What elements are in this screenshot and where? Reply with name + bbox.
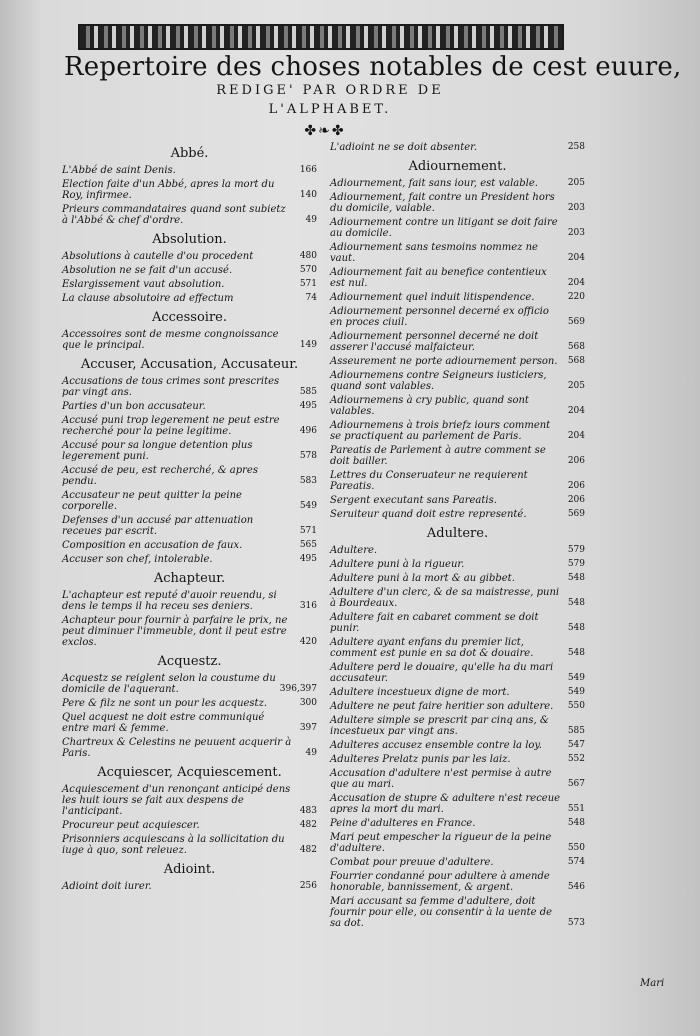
entry-text: Acquestz se reiglent selon la coustume du domicile de l'aquerant.: [62, 673, 276, 695]
entry-text: Adulteres accusez ensemble contre la loy.: [330, 740, 542, 751]
index-entry: [330, 587, 585, 609]
entry-text: Accusé puni trop legerement ne peut estre recherché pour la peine legitime.: [62, 415, 280, 437]
entry-page-number: 205: [567, 381, 585, 391]
entry-page-number: 546: [567, 882, 585, 892]
entry-text: Adultere simple se prescrit par cinq ans, & incestueux par vingt ans.: [330, 715, 549, 737]
entry-page-number: 550: [567, 701, 585, 711]
index-entry: [62, 673, 317, 695]
index-entry: [62, 540, 317, 551]
index-entry: [62, 204, 317, 226]
entry-text: La clause absolutoire ad effectum: [62, 293, 234, 304]
entry-page-number: 49: [305, 748, 317, 758]
index-entry: [330, 818, 585, 829]
entry-page-number: 548: [567, 573, 585, 583]
entry-text: Accusation de stupre & adultere n'est receue apres la mort du mari.: [330, 793, 561, 815]
entry-text: Adiournement contre un litigant se doit faire au domicile.: [330, 217, 558, 239]
entry-page-number: 149: [299, 340, 317, 350]
index-entry: [330, 740, 585, 751]
section-heading: Acquestz.: [157, 654, 222, 669]
entry-page-number: 549: [299, 501, 317, 511]
index-entry: [62, 554, 317, 565]
entry-page-number: 206: [567, 481, 585, 491]
entry-text: Asseurement ne porte adiournement person.: [330, 356, 558, 367]
entry-text: Accusé pour sa longue detention plus legerement puni.: [62, 440, 253, 462]
index-entry: [330, 370, 585, 392]
index-entry: [62, 615, 317, 648]
entry-page-number: 551: [567, 804, 585, 814]
entry-page-number: 258: [567, 142, 585, 152]
entry-text: Adultere.: [330, 545, 378, 556]
entry-text: Composition en accusation de faux.: [62, 540, 243, 551]
entry-text: Lettres du Conseruateur ne requierent Pareatis.: [330, 470, 528, 492]
entry-page-number: 140: [299, 190, 317, 200]
entry-text: Adulteres Prelatz punis par les laiz.: [330, 754, 511, 765]
index-entry: [330, 509, 585, 520]
index-entry: [62, 712, 317, 734]
page-subtitle-line1: REDIGE' PAR ORDRE DE: [216, 83, 444, 98]
entry-page-number: 256: [299, 881, 317, 891]
entry-text: Accusé de peu, est recherché, & apres pendu.: [62, 465, 258, 487]
section-heading: Achapteur.: [153, 571, 226, 586]
index-entry: [330, 306, 585, 328]
entry-page-number: 565: [299, 540, 317, 550]
index-entry: [330, 445, 585, 467]
entry-text: Combat pour preuue d'adultere.: [330, 857, 494, 868]
entry-page-number: 579: [567, 559, 585, 569]
ornamental-headband: [78, 24, 564, 50]
entry-page-number: 571: [299, 526, 317, 536]
section-heading: Accuser, Accusation, Accusateur.: [80, 357, 299, 372]
entry-page-number: 567: [567, 779, 585, 789]
entry-page-number: 49: [305, 215, 317, 225]
section-heading: Adioint.: [163, 862, 216, 877]
entry-page-number: 205: [567, 178, 585, 188]
index-entry: [62, 737, 317, 759]
index-entry: [62, 820, 317, 831]
index-entry: [330, 420, 585, 442]
index-entry: [330, 356, 585, 367]
entry-text: Election faite d'un Abbé, apres la mort du Roy, infirmee.: [62, 179, 275, 201]
entry-page-number: 203: [567, 228, 585, 238]
index-entry: [62, 784, 317, 817]
right-column: [330, 140, 585, 932]
entry-page-number: 578: [299, 451, 317, 461]
entry-page-number: 204: [567, 406, 585, 416]
entry-page-number: 549: [567, 673, 585, 683]
entry-text: Defenses d'un accusé par attenuation receues par escrit.: [62, 515, 254, 537]
entry-text: Adiournement, fait contre un President hors du domicile, valable.: [330, 192, 555, 214]
entry-text: Seruiteur quand doit estre representé.: [330, 509, 527, 520]
index-entry: [330, 470, 585, 492]
entry-text: Mari peut empescher la rigueur de la peine d'adultere.: [330, 832, 552, 854]
index-entry: [62, 415, 317, 437]
entry-text: Adiournement quel induit litispendence.: [330, 292, 535, 303]
index-entry: [330, 559, 585, 570]
entry-text: Absolution ne se fait d'un accusé.: [62, 265, 233, 276]
index-entry: [330, 395, 585, 417]
left-column: [62, 140, 317, 895]
entry-page-number: 549: [567, 687, 585, 697]
entry-text: Adiournemens à cry public, quand sont valables.: [330, 395, 529, 417]
entry-page-number: 74: [305, 293, 317, 303]
entry-page-number: 579: [567, 545, 585, 555]
index-entry: [62, 279, 317, 290]
entry-page-number: 206: [567, 495, 585, 505]
index-entry: [330, 267, 585, 289]
entry-text: Accusation d'adultere n'est permise à autre que au mari.: [330, 768, 552, 790]
index-entry: [62, 590, 317, 612]
section-heading: Adultere.: [426, 526, 489, 541]
entry-page-number: 203: [567, 203, 585, 213]
entry-text: Adultere puni à la mort & au gibbet.: [330, 573, 515, 584]
index-entry: [330, 637, 585, 659]
entry-text: Pere & filz ne sont un pour les acquestz.: [62, 698, 268, 709]
index-entry: [62, 401, 317, 412]
index-entry: [62, 490, 317, 512]
entry-text: Accessoires sont de mesme congnoissance que le principal.: [62, 329, 279, 351]
entry-text: Adiournement sans tesmoins nommez ne vaut.: [330, 242, 538, 264]
page-subtitle-line2: L'ALPHABET.: [268, 102, 392, 117]
entry-page-number: 548: [567, 623, 585, 633]
entry-text: Adiournement fait au benefice contentieux est nul.: [330, 267, 547, 289]
index-entry: [62, 698, 317, 709]
entry-page-number: 552: [567, 754, 585, 764]
entry-text: Acquiescement d'un renonçant anticipé dens les huit iours se fait aux despens de l'anticipant.: [62, 784, 291, 817]
index-entry: [62, 165, 317, 176]
index-entry: [330, 217, 585, 239]
entry-page-number: 204: [567, 431, 585, 441]
index-entry: [62, 465, 317, 487]
index-entry: [62, 376, 317, 398]
index-entry: [62, 265, 317, 276]
section-heading: Absolution.: [152, 232, 227, 247]
entry-text: Pareatis de Parlement à autre comment se doit bailler.: [330, 445, 546, 467]
index-entry: [330, 793, 585, 815]
index-entry: [62, 251, 317, 262]
entry-page-number: 548: [567, 598, 585, 608]
entry-text: Achapteur pour fournir à parfaire le prix, ne peut diminuer l'immeuble, dont il peut estre exclos.: [62, 615, 288, 648]
index-entry: [330, 662, 585, 684]
entry-text: Adultere d'un clerc, & de sa maistresse, puni à Bourdeaux.: [330, 587, 560, 609]
entry-page-number: 166: [299, 165, 317, 175]
entry-page-number: 568: [567, 356, 585, 366]
index-entry: [62, 440, 317, 462]
entry-text: Sergent executant sans Pareatis.: [330, 495, 497, 506]
entry-page-number: 548: [567, 648, 585, 658]
index-entry: [330, 242, 585, 264]
index-entry: [62, 834, 317, 856]
entry-text: Procureur peut acquiescer.: [62, 820, 200, 831]
entry-text: Accusations de tous crimes sont prescrites par vingt ans.: [62, 376, 280, 398]
entry-text: Adultere incestueux digne de mort.: [330, 687, 510, 698]
entry-text: Adiournemens contre Seigneurs iusticiers, quand sont valables.: [330, 370, 547, 392]
index-entry: [330, 331, 585, 353]
index-entry: [62, 293, 317, 304]
entry-page-number: 420: [299, 637, 317, 647]
index-entry: [330, 178, 585, 189]
page-title: Repertoire des choses notables de cest euure,: [64, 52, 682, 82]
index-entry: [330, 687, 585, 698]
entry-text: Adultere perd le douaire, qu'elle ha du mari accusateur.: [330, 662, 554, 684]
entry-page-number: 316: [299, 601, 317, 611]
entry-page-number: 204: [567, 253, 585, 263]
entry-page-number: 397: [299, 723, 317, 733]
index-entry: [330, 545, 585, 556]
entry-page-number: 571: [299, 279, 317, 289]
entry-text: Adiournement personnel decerné ne doit asserer l'accusé malfaicteur.: [330, 331, 539, 353]
entry-page-number: 569: [567, 317, 585, 327]
entry-text: Adiournement personnel decerné ex officio en proces ciuil.: [330, 306, 549, 328]
index-entry: [330, 857, 585, 868]
entry-text: Fourrier condanné pour adultere à amende honorable, bannissement, & argent.: [330, 871, 550, 893]
entry-text: Accuser son chef, intolerable.: [62, 554, 213, 565]
entry-page-number: 585: [567, 726, 585, 736]
entry-text: Adultere ayant enfans du premier lict, comment est punie en sa dot & douaire.: [330, 637, 534, 659]
entry-text: Chartreux & Celestins ne peuuent acquerir à Paris.: [62, 737, 292, 759]
entry-text: Adultere fait en cabaret comment se doit punir.: [330, 612, 539, 634]
entry-page-number: 547: [567, 740, 585, 750]
entry-page-number: 483: [299, 806, 317, 816]
index-entry: [330, 871, 585, 893]
entry-text: Eslargissement vaut absolution.: [62, 279, 225, 290]
index-entry: [330, 573, 585, 584]
entry-text: Adultere puni à la rigueur.: [330, 559, 465, 570]
index-entry: [330, 754, 585, 765]
index-entry: [330, 142, 585, 153]
entry-page-number: 482: [299, 845, 317, 855]
index-entry: [62, 179, 317, 201]
entry-page-number: 583: [299, 476, 317, 486]
index-entry: [330, 715, 585, 737]
entry-text: L'achapteur est reputé d'auoir reuendu, si dens le temps il ha receu ses deniers.: [62, 590, 277, 612]
catchword: Mari: [640, 978, 665, 989]
index-entry: [62, 329, 317, 351]
section-heading: Acquiescer, Acquiescement.: [97, 765, 282, 780]
entry-page-number: 568: [567, 342, 585, 352]
entry-page-number: 480: [299, 251, 317, 261]
entry-text: Parties d'un bon accusateur.: [62, 401, 206, 412]
index-entry: [330, 192, 585, 214]
entry-page-number: 204: [567, 278, 585, 288]
entry-text: Adiournement, fait sans iour, est valable.: [330, 178, 538, 189]
entry-page-number: 548: [567, 818, 585, 828]
index-entry: [330, 292, 585, 303]
entry-text: Prieurs commandataires quand sont subietz à l'Abbé & chef d'ordre.: [62, 204, 286, 226]
index-entry: [330, 896, 585, 929]
entry-page-number: 574: [567, 857, 585, 867]
index-entry: [62, 515, 317, 537]
entry-text: Mari accusant sa femme d'adultere, doit fournir pour elle, ou consentir à la uente de sa dot.: [330, 896, 553, 929]
entry-text: Adultere ne peut faire heritier son adultere.: [330, 701, 554, 712]
entry-page-number: 496: [299, 426, 317, 436]
entry-page-number: 569: [567, 509, 585, 519]
entry-text: Adioint doit iurer.: [62, 881, 152, 892]
entry-text: Adiournemens à trois briefz iours comment se practiquent au parlement de Paris.: [330, 420, 551, 442]
section-heading: Adiournement.: [408, 159, 507, 174]
entry-page-number: 570: [299, 265, 317, 275]
section-heading: Accessoire.: [151, 310, 227, 325]
entry-page-number: 495: [299, 401, 317, 411]
entry-text: Peine d'adulteres en France.: [330, 818, 476, 829]
entry-text: Absolutions à cautelle d'ou procedent: [62, 251, 254, 262]
entry-text: L'Abbé de saint Denis.: [62, 165, 176, 176]
index-entry: [330, 495, 585, 506]
entry-text: Prisonniers acquiescans à la sollicitation du iuge à quo, sont releuez.: [62, 834, 285, 856]
entry-text: L'adioint ne se doit absenter.: [330, 142, 478, 153]
index-entry: [330, 768, 585, 790]
entry-page-number: 573: [567, 918, 585, 928]
index-entry: [330, 612, 585, 634]
entry-text: Quel acquest ne doit estre communiqué entre mari & femme.: [62, 712, 265, 734]
entry-page-number: 396,397: [279, 684, 317, 694]
entry-page-number: 550: [567, 843, 585, 853]
entry-page-number: 482: [299, 820, 317, 830]
entry-page-number: 585: [299, 387, 317, 397]
index-entry: [62, 881, 317, 892]
entry-page-number: 300: [299, 698, 317, 708]
entry-text: Accusateur ne peut quitter la peine corporelle.: [62, 490, 242, 512]
entry-page-number: 220: [567, 292, 585, 302]
entry-page-number: 206: [567, 456, 585, 466]
index-entry: [330, 701, 585, 712]
section-heading: Abbé.: [170, 146, 209, 161]
index-entry: [330, 832, 585, 854]
entry-page-number: 495: [299, 554, 317, 564]
fleuron-icon: ✤❧✤: [304, 123, 346, 139]
